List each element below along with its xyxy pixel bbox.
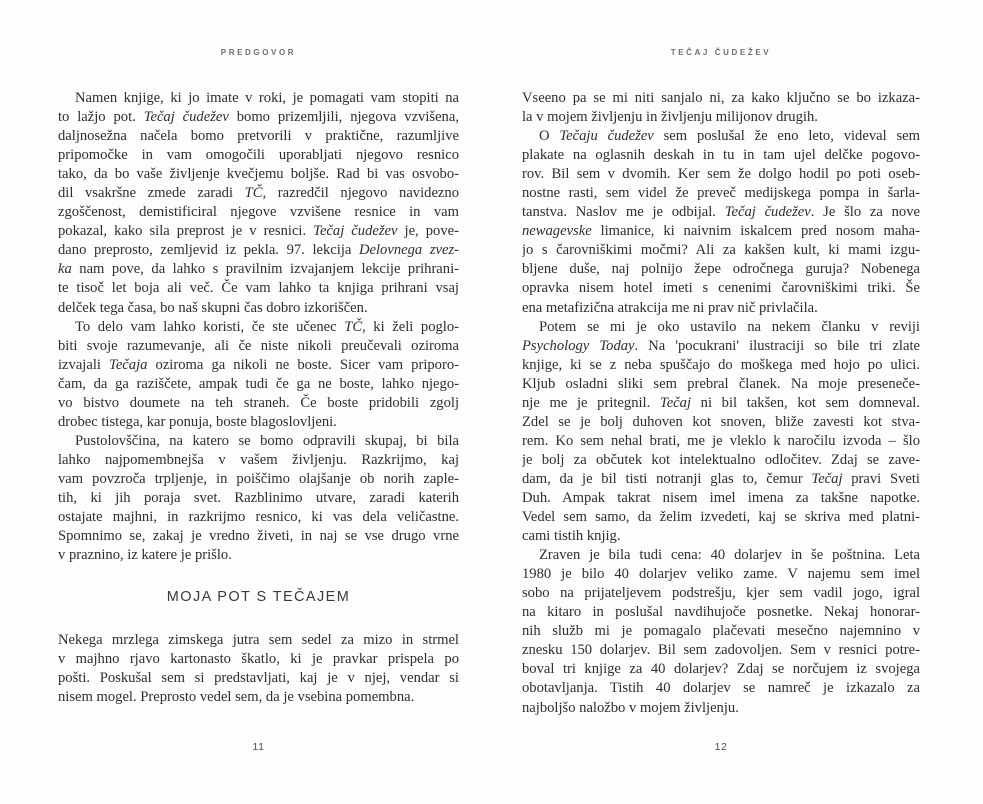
text-line [522,584,920,603]
text-segment: v praznino, iz katere je prišlo. [58,547,232,564]
text-line [522,203,920,222]
text-segment: limanice, ki naivnim iskalcem pred nosom maha- [591,223,920,240]
text-segment: rem. Ko sem nehal brati, me je vleklo k naročilu izvoda – šlo [522,432,920,449]
text-segment: bomo prizemljili, njegova vzvišena, [228,109,459,126]
text-line [58,527,459,546]
text-segment: v majhno rjavo kartonasto škatlo, ki je pravkar prispela po [58,651,459,668]
text-line [522,546,920,565]
text-line [58,413,459,432]
text-segment: vam povzroča trpljenje, in poiščimo olajšanje ob norih zaple- [58,470,459,487]
text-segment: Spomnimo se, zakaj je vredno živeti, in naj se vse drugo vrne [58,528,459,545]
text-segment: tanstva. Naslov me je odbijal. [522,204,725,221]
paragraph [58,318,459,432]
text-segment: dam, da je bil tisti notranji glas to, čemur [522,470,812,487]
text-segment: čam, da ga raziščete, ampak tudi če ga ne boste, lahko njego- [58,375,459,392]
running-head-left: PREDGOVOR [220,48,297,57]
text-segment: lahko najpomembnejša v vašem življenju. Razkrijmo, kaj [58,451,459,468]
text-line [522,508,920,527]
text-line [522,679,920,698]
page-body-right [522,89,920,718]
text-segment: delček tega časa, bo naš skupni čas dobro izkoriščen. [58,299,368,316]
text-line [522,184,920,203]
page-number-left: 11 [252,741,265,753]
text-segment: te tisoč let boja ali več. Če vam lahko ta knjiga prihrani vsaj [58,280,459,297]
section-heading: MOJA POT S TEČAJEM [166,589,351,606]
italic-text: Tečaj [659,394,692,411]
italic-text: Tečaj [811,470,843,487]
text-segment: ostajate majhni, in razkrijmo resnico, ki vas dela veličastne. [58,509,459,526]
text-line [522,565,920,584]
text-segment: Zraven je bila tudi cena: 40 dolarjev in še poštnina. Leta [539,547,920,564]
text-line [522,108,920,127]
running-head-right: TEČAJ ČUDEŽEV [670,48,772,57]
text-line [58,241,459,260]
paragraph [58,89,459,318]
text-segment: Pustolovščina, na katero se bomo odpravili skupaj, bi bila [75,432,459,449]
text-line [58,669,459,688]
text-segment: obotavljanja. Tistih 40 dolarjev se namreč je izkazalo za [522,680,920,697]
text-line [58,108,459,127]
text-line [58,375,459,394]
text-segment: dil vsakršne zmede zaradi [58,185,245,202]
text-line [522,127,920,146]
text-segment: daljnosežna načela bomo pretvorili v praktične, razumljive [58,128,459,145]
text-line [58,89,459,108]
text-line [522,299,920,318]
text-segment: tako, da bo vaše življenje kvečjemu boljše. Rad bi vas osvobo- [58,166,459,183]
text-line [58,222,459,241]
text-line [58,451,459,470]
text-segment: pokazal, kako sila preprost je v resnici. [58,223,314,240]
text-line [522,699,920,718]
italic-text: Tečaj čudežev [143,109,229,126]
text-line [58,184,459,203]
text-segment: Namen knjige, ki jo imate v roki, je pomagati vam stopiti na [75,90,459,106]
text-segment: , razredčil njegovo navidezno [262,185,459,202]
text-segment: je, pove- [397,223,459,240]
text-segment: bljene duše, naj polnijo žepe odročnega guruja? Nobenega [522,261,920,278]
text-segment: opravka nisem hotel imeti s cenenimi čarovniškimi triki. Še [522,280,920,297]
text-line [522,527,920,546]
text-line [522,470,920,489]
text-line [522,660,920,679]
text-segment: boval tri knjige za 40 dolarjev? Zdaj se norčujem iz svojega [522,661,920,678]
text-line [522,489,920,508]
text-line [522,394,920,413]
text-segment: vo bistvo doumete na teh straneh. Če boste pridobili zgolj [58,394,459,411]
text-line [522,89,920,108]
text-segment: la v mojem življenju in življenju milijonov drugih. [522,109,818,126]
text-line [522,375,920,394]
text-line [522,279,920,298]
text-segment: knjige, ki se z neba spuščajo do moškega med hojo po ulici. [522,356,920,373]
text-line [522,318,920,337]
text-segment: tih, ki jih poraja svet. Razblinimo utvare, zaradi katerih [58,489,459,506]
text-line [58,394,459,413]
text-line [58,203,459,222]
page-right [522,0,920,804]
text-line [522,165,920,184]
paragraph [522,318,920,547]
text-line [58,260,459,279]
italic-text: newagevske [522,223,592,240]
italic-text: Psychology Today [522,337,635,354]
text-line [58,279,459,298]
text-segment: nam pove, da lahko s pravilnim izvajanjem lekcije prihrani- [71,261,459,278]
text-line [58,508,459,527]
text-segment: ena metafizična atrakcija me ni prav nič privlačila. [522,299,818,316]
text-segment: izvajali [58,356,110,373]
text-line [58,688,459,707]
text-line [58,546,459,565]
text-line [522,413,920,432]
text-line [58,146,459,165]
text-line [522,432,920,451]
page-number-right: 12 [714,741,728,753]
paragraph [522,89,920,127]
text-segment: nostne rasti, sem videl že preveč medijskega pompa in šarla- [522,185,920,202]
text-segment: oziroma ga nikoli ne boste. Sicer vam priporo- [147,356,459,373]
italic-text: TČ [244,185,263,202]
text-line [522,451,920,470]
text-line [58,337,459,356]
text-segment: sobo na prijateljevem podstrešju, kjer sem vadil jogo, igral [522,585,920,602]
text-segment: pripomočke in vam omogočili uporabljati njegovo resnico [58,147,459,164]
text-segment: znesku 150 dolarjev. Bil sem zadovoljen. Sem v resnici potre- [522,642,920,659]
italic-text: Tečaj čudežev [724,204,811,221]
text-line [522,622,920,641]
paragraph [58,432,459,565]
text-line [522,241,920,260]
text-segment: , ki želi poglo- [362,318,459,335]
text-segment: biti svoje razumevanje, ali če niste nikoli preučevali oziroma [58,337,459,354]
text-line [58,165,459,184]
text-segment: nisem mogel. Preprosto vedel sem, da je vsebina pomembna. [58,689,415,706]
text-segment: najboljšo naložbo v mojem življenju. [522,699,739,716]
italic-text: TČ [344,318,363,335]
paragraph [522,546,920,717]
paragraph [522,127,920,317]
paragraph [58,631,459,707]
text-segment: na kitaro in poslušal navdihujoče posnetke. Nekaj honorar- [522,604,920,621]
text-segment: zgoščenost, demistificiral njegove vzvišene resnice in vam [58,204,459,221]
text-segment: drobec tistega, kar ponuja, boste blagoslovljeni. [58,413,337,430]
italic-text: Delovnega zvez- [358,242,459,259]
text-segment: nih služb mi je pomagalo plačevati mesečno najemnino v [522,623,920,640]
text-segment: dano preprosto, zemljevid iz pekla. 97. lekcija [58,242,359,259]
text-line [522,260,920,279]
text-segment: Zdel se je bolj duhoven kot snoven, bliže zavesti kot stva- [522,413,920,430]
italic-text: ka [58,261,72,278]
text-line [522,146,920,165]
text-line [58,489,459,508]
text-segment: nje me je pritegnil. [522,394,660,411]
text-line [58,470,459,489]
text-line [58,318,459,337]
text-segment: to lažjo pot. [58,109,144,126]
text-segment: Vseeno pa se mi niti sanjalo ni, za kako ključno se bo izkaza- [522,90,920,106]
text-line [58,631,459,650]
page-body-left [58,89,459,707]
text-line [522,337,920,356]
text-segment: Nekega mrzlega zimskega jutra sem sedel za mizo in strmel [58,632,459,649]
italic-text: Tečaj čudežev [313,223,398,240]
text-line [522,356,920,375]
italic-text: Tečaja [109,356,148,373]
text-segment: sem poslušal že eno leto, videval sem [653,128,920,145]
italic-text: Tečaju čudežev [559,128,654,145]
text-segment: . Je šlo za nove [810,204,920,221]
text-line [58,299,459,318]
text-segment: jo s čarovniškimi močmi? Ali za kakšen kult, ki mami izgu- [522,242,920,259]
text-line [58,127,459,146]
text-segment: 1980 je bilo 40 dolarjev veliko zame. V najemu sem imel [522,566,920,583]
text-segment: ni bil takšen, kot sem domneval. [691,394,920,411]
text-line [58,356,459,375]
text-segment: O [539,128,560,145]
text-segment: Potem se mi je oko ustavilo na nekem članku v reviji [539,318,920,335]
text-segment: . Na 'pocukrani' ilustraciji so bile tri zlate [634,337,920,354]
text-segment: plakate na oglasnih deskah in tu in tam ujel delčke pogovo- [522,147,920,164]
text-segment: Duh. Ampak takrat nisem imel imena za takšne napotke. [522,489,920,506]
text-segment: rov. Bil sem v dvomih. Ker sem že dolgo hodil po poti oseb- [522,166,920,183]
text-segment: pravi Sveti [842,470,920,487]
text-segment: cami tistih knjig. [522,528,621,545]
text-line [522,641,920,660]
text-line [58,432,459,451]
text-segment: To delo vam lahko koristi, če ste učenec [75,318,345,335]
text-line [522,603,920,622]
text-segment: pošti. Poskušal sem si predstavljati, kaj je v njej, vendar si [58,670,459,687]
text-line [58,650,459,669]
text-segment: Kljub osladni sliki sem prebral članek. Na moje preseneče- [522,375,920,392]
text-segment: Vedel sem samo, da želim izvedeti, kaj se skriva med platni- [522,509,920,526]
text-segment: je bolj za občutek kot intelektualno odločitev. Zdaj se zave- [522,451,920,468]
page-left [58,0,459,804]
text-line [522,222,920,241]
